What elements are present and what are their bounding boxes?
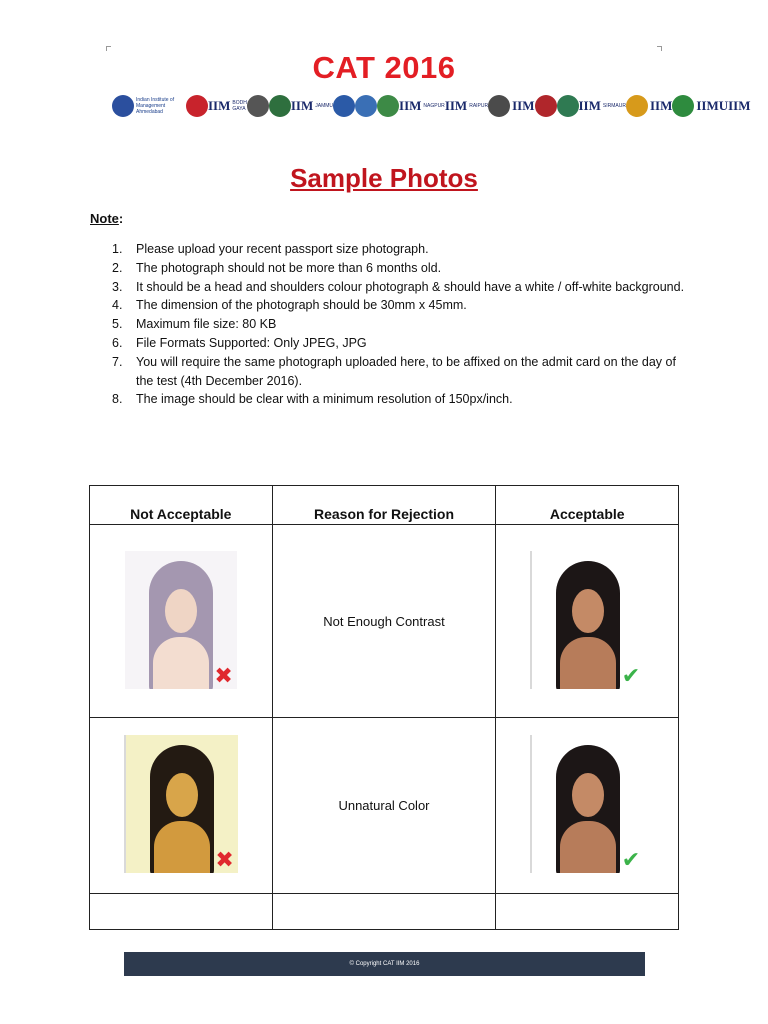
seal-icon [112, 95, 134, 117]
iim-udaipur-logo [672, 95, 728, 117]
list-item [90, 296, 690, 315]
iim-rohtak-logo [535, 95, 557, 117]
logo-text: IIM [649, 98, 673, 113]
list-item-number: 7. [112, 354, 123, 369]
list-item-number: 5. [112, 317, 123, 332]
iim-tiruchirappalli-logo [626, 95, 672, 117]
list-item-text: You will require the same photograph uploaded here, to be affixed on the admit card on the day of the test (4th December 2016). [136, 354, 676, 388]
iim-sambalpur-logo [557, 95, 579, 117]
list-item [90, 334, 690, 353]
iim-ranchi-logo [488, 95, 534, 117]
check-icon: ✔ [621, 847, 641, 872]
logo-text: Indian Institute of Management Ahmedabad [136, 97, 175, 115]
iim-calcutta-logo [247, 95, 269, 117]
iim-ahmedabad-logo [112, 95, 186, 117]
iim-visakhapatnam-logo [728, 98, 750, 114]
low-contrast-photo [125, 551, 237, 689]
list-item-text: Please upload your recent passport size photograph. [136, 242, 429, 256]
logo-text: IIM [444, 98, 468, 113]
iim-sirmaur-logo [579, 98, 626, 114]
logo-subtext: JAMMU [315, 103, 334, 109]
good-photo [530, 551, 644, 689]
list-item [90, 353, 690, 391]
reason-cell: Not Enough Contrast [272, 525, 496, 718]
list-item-text: Maximum file size: 80 KB [136, 317, 277, 332]
list-item [90, 390, 690, 409]
good-photo [530, 735, 644, 873]
logo-subtext: NAGPUR [423, 103, 445, 109]
seal-icon [557, 95, 579, 117]
list-item-number: 4. [112, 298, 123, 313]
list-item-text: It should be a head and shoulders colour photograph & should have a white / off-white background. [136, 279, 685, 294]
logo-subtext: RAIPUR [469, 103, 489, 109]
list-item-number: 8. [112, 392, 123, 407]
table-row [90, 718, 679, 894]
seal-icon [377, 95, 399, 117]
cross-icon: ✖ [215, 847, 234, 872]
seal-icon [535, 95, 557, 117]
unnatural-color-photo [124, 735, 238, 873]
list-item-text: The photograph should not be more than 6 months old. [136, 260, 442, 275]
table-row [90, 525, 679, 718]
empty-cell [90, 894, 273, 930]
logo-text: IIM [208, 98, 231, 113]
seal-icon [269, 95, 291, 117]
logo-text: IIM [290, 98, 314, 113]
seal-icon [247, 95, 269, 117]
list-item [90, 315, 690, 334]
cross-icon: ✖ [214, 662, 233, 688]
seal-icon [626, 95, 648, 117]
rejected-photo-cell [90, 525, 273, 718]
iim-kashipur-logo [333, 95, 355, 117]
seal-icon [488, 95, 510, 117]
list-item-number: 2. [112, 260, 123, 275]
note-label: Note: [90, 211, 124, 226]
iim-bangalore-logo [186, 95, 208, 117]
list-item-text: The image should be clear with a minimum resolution of 150px/inch. [136, 392, 513, 407]
list-item [90, 259, 690, 278]
cat-title: CAT 2016 [312, 50, 456, 85]
iim-lucknow-logo [377, 95, 399, 117]
iim-nagpur-logo [399, 98, 445, 114]
header-not-acceptable: Not Acceptable [90, 486, 273, 525]
iim-logo-strip [112, 90, 751, 122]
logo-text: IIMU [696, 98, 729, 113]
iim-jammu-logo [291, 98, 333, 114]
sample-photos-heading: Sample Photos [290, 163, 478, 193]
accepted-photo-cell [496, 525, 679, 718]
iim-bodh-gaya-logo [208, 98, 247, 114]
sample-photos-table [89, 485, 679, 930]
logo-text: IIM [578, 98, 601, 113]
seal-icon [672, 95, 694, 117]
list-item-number: 3. [112, 279, 123, 294]
table-header-row [90, 486, 679, 525]
header-reason: Reason for Rejection [272, 486, 496, 525]
list-item-text: File Formats Supported: Only JPEG, JPG [136, 335, 367, 350]
list-item-text: The dimension of the photograph should be 30mm x 45mm. [136, 298, 467, 313]
empty-cell [272, 894, 496, 930]
note-list [90, 240, 690, 409]
rejected-photo-cell [90, 718, 273, 894]
seal-icon [355, 95, 377, 117]
empty-cell [496, 894, 679, 930]
list-item [90, 278, 690, 297]
logo-text: IIM [399, 98, 422, 113]
logo-subtext: SIRMAUR [602, 103, 626, 109]
table-row-empty [90, 894, 679, 930]
iim-raipur-logo [445, 98, 488, 114]
accepted-photo-cell [496, 718, 679, 894]
list-item-number: 6. [112, 335, 123, 350]
logo-subtext: BODH GAYA [232, 100, 247, 112]
logo-text: IIM [512, 98, 535, 113]
copyright-footer: © Copyright CAT IIM 2016 [124, 952, 645, 976]
check-icon: ✔ [621, 662, 641, 688]
reason-cell: Unnatural Color [272, 718, 496, 894]
seal-icon [333, 95, 355, 117]
seal-icon [186, 95, 208, 117]
list-item [90, 240, 690, 259]
list-item-number: 1. [112, 242, 123, 256]
iim-indore-logo [269, 95, 291, 117]
logo-text: IIM [728, 98, 751, 113]
header-acceptable: Acceptable [496, 486, 679, 525]
iim-kozhikode-logo [355, 95, 377, 117]
